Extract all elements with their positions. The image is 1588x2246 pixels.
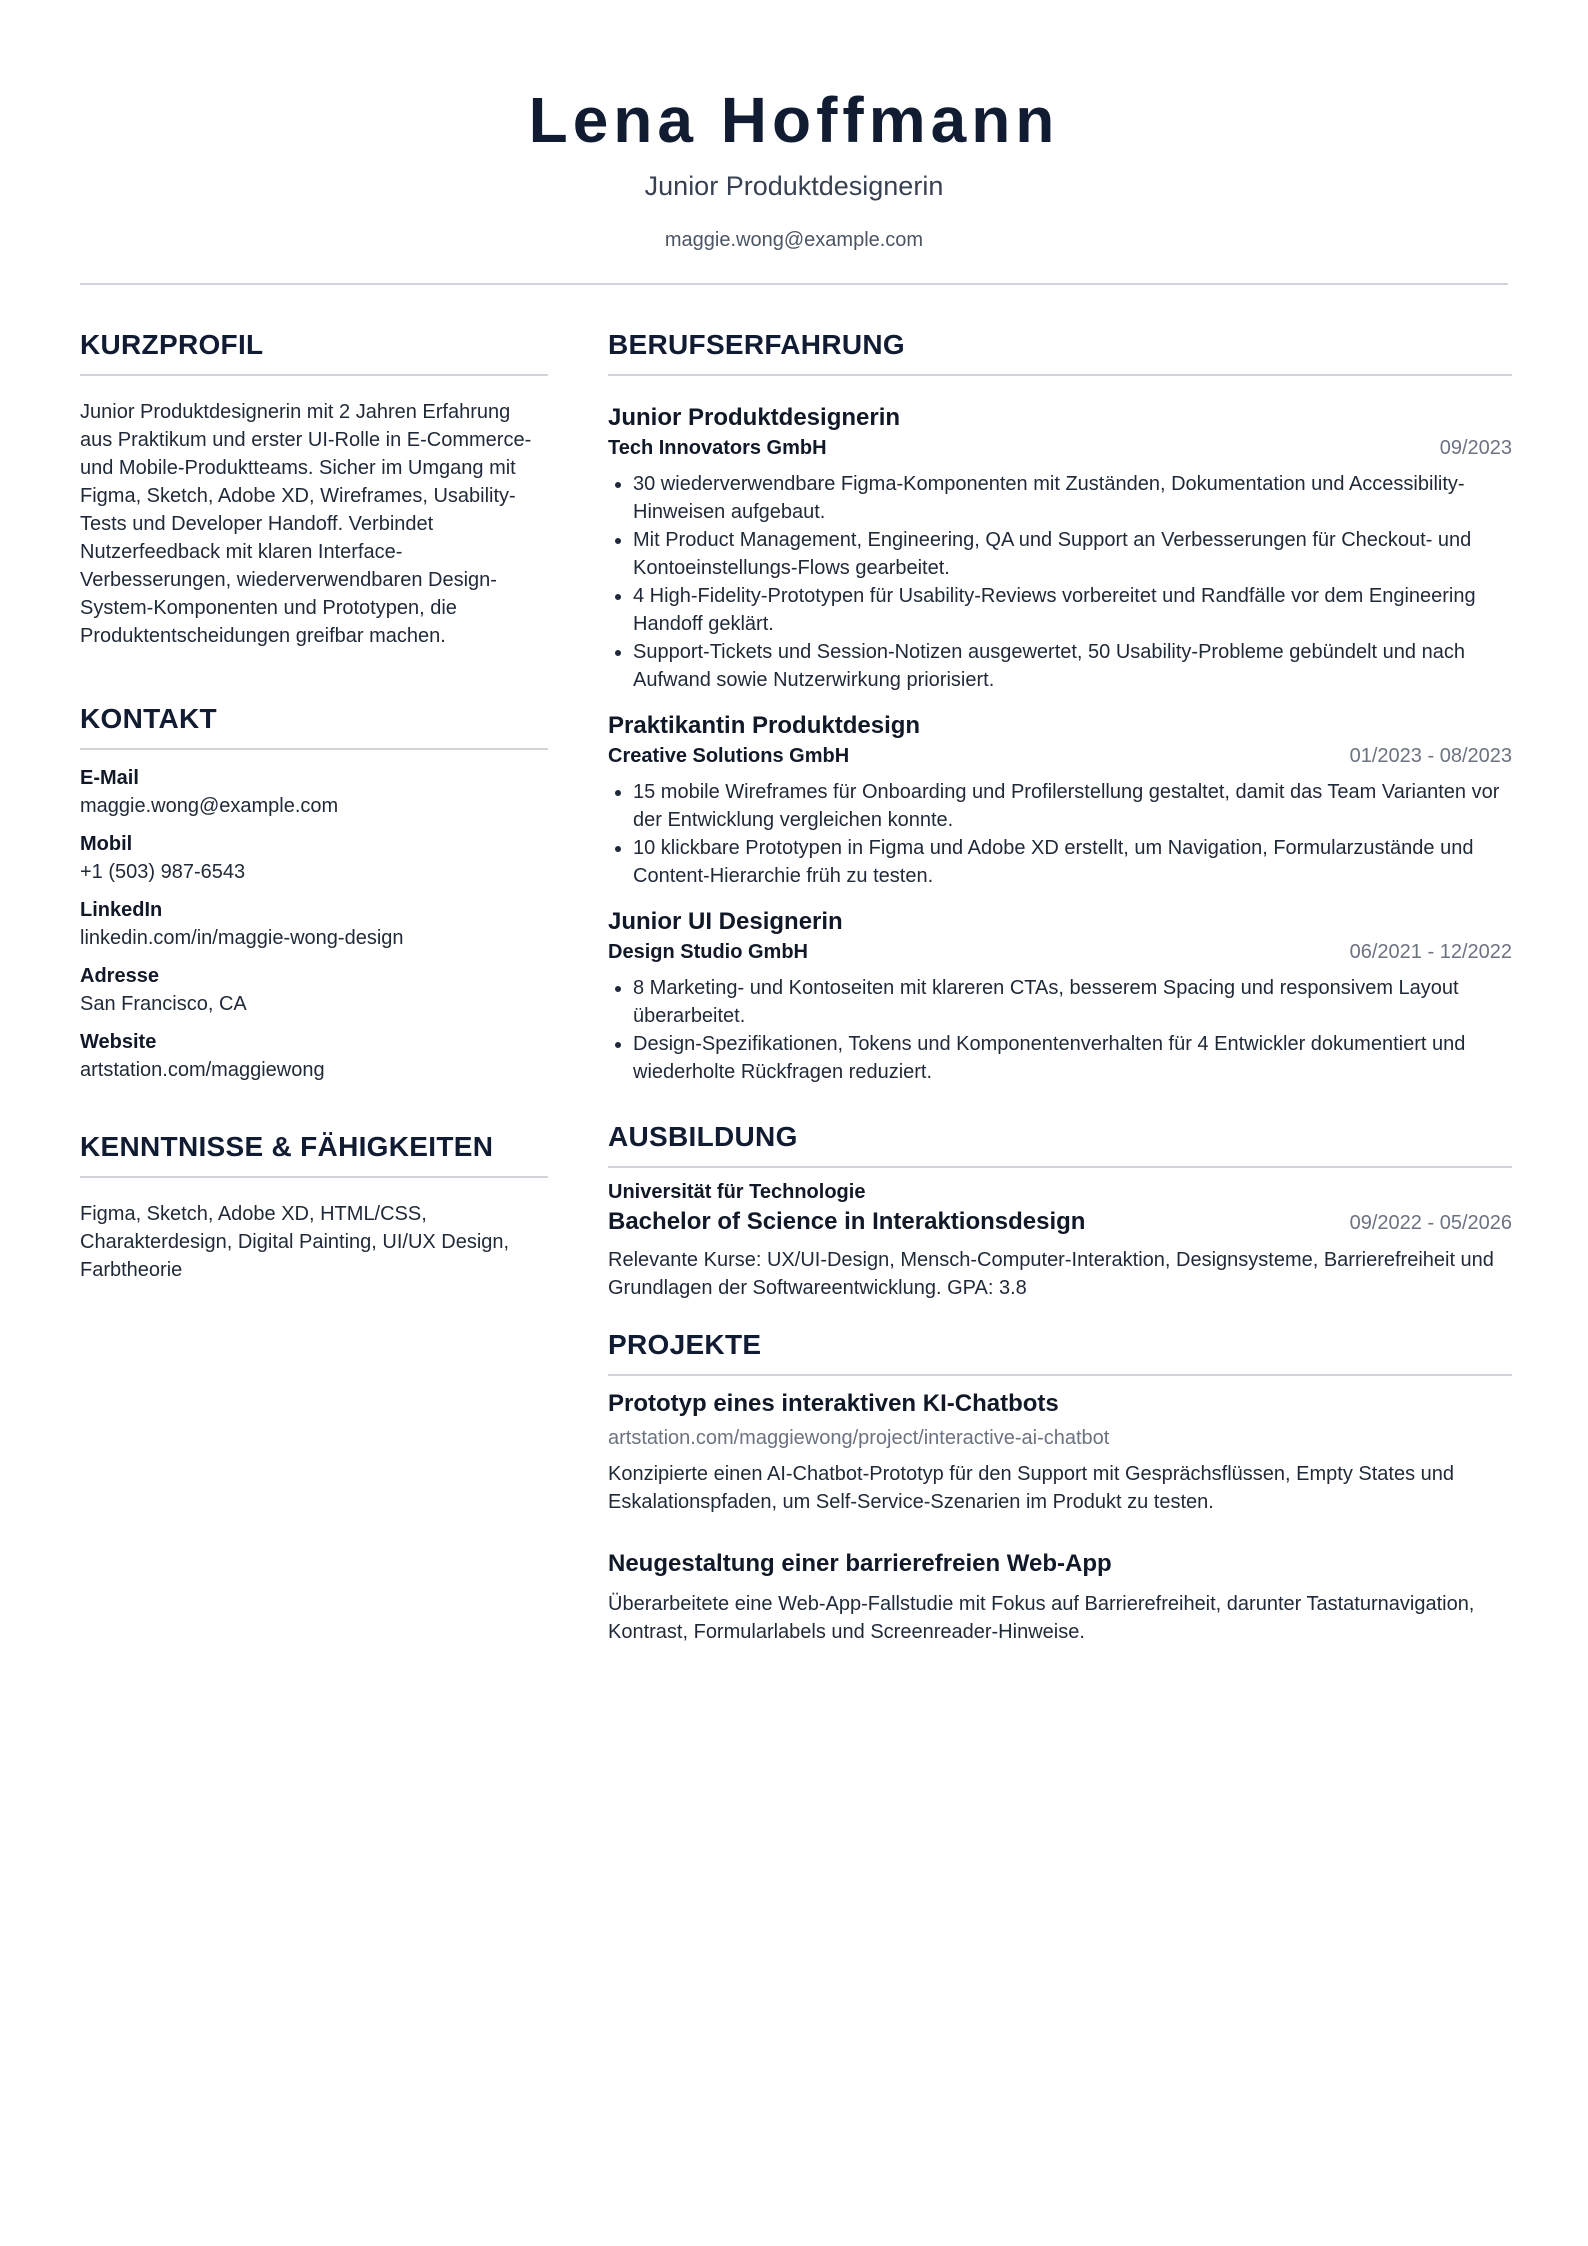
- job-bullet: • Mit Product Management, Engineering, QA und Support an Verbesserungen für Checkout- und Kontoeinstellungs-Flows gearbeitet.: [633, 526, 1512, 582]
- header-email: maggie.wong@example.com: [664, 229, 924, 251]
- contact-linkedin-link[interactable]: linkedin.com/in/maggie-wong-design: [80, 927, 404, 949]
- contact-heading: KONTAKT: [80, 703, 217, 734]
- job-date: 01/2023 - 08/2023: [1349, 745, 1512, 767]
- job-date: 09/2023: [1439, 437, 1512, 459]
- summary-heading: KURZPROFIL: [80, 329, 264, 360]
- contact-website-link[interactable]: artstation.com/maggiewong: [80, 1059, 325, 1081]
- education-meta: [608, 1206, 1512, 1238]
- project-title: Neugestaltung einer barrierefreien Web-App: [608, 1550, 1112, 1577]
- contact-label: Adresse: [80, 965, 159, 987]
- candidate-name: Lena Hoffmann: [528, 84, 1060, 156]
- skills-heading: KENNTNISSE & FÄHIGKEITEN: [80, 1131, 494, 1162]
- job-meta: [608, 434, 1512, 462]
- job-bullet: • Support-Tickets und Session-Notizen ausgewertet, 50 Usability-Probleme gebündelt und nach Aufwand sowie Nutzerwirkung priorisiert.: [633, 638, 1512, 694]
- contact-section: [80, 694, 548, 1084]
- contact-label: Website: [80, 1031, 157, 1053]
- education-heading: AUSBILDUNG: [608, 1121, 798, 1152]
- experience-section: [608, 320, 1512, 1086]
- job-bullet: • 4 High-Fidelity-Prototypen für Usability-Reviews vorbereitet und Randfälle vor dem Engineering Handoff geklärt.: [633, 582, 1512, 638]
- experience-heading: BERUFSERFAHRUNG: [608, 329, 905, 360]
- right-column: [608, 320, 1512, 1646]
- project-entry: [608, 1548, 1512, 1646]
- section-divider: [608, 374, 1512, 376]
- project-entry: [608, 1388, 1512, 1516]
- job-title: Junior Produktdesignerin: [608, 404, 901, 431]
- job-bullet: • 8 Marketing- und Kontoseiten mit klareren CTAs, besserem Spacing und responsivem Layout überarbeitet.: [633, 974, 1512, 1030]
- job-entry: [608, 710, 1512, 890]
- job-bullets: [608, 974, 1512, 1086]
- left-column: [80, 320, 548, 1284]
- job-company: Tech Innovators GmbH: [608, 437, 827, 459]
- contact-address: San Francisco, CA: [80, 993, 247, 1015]
- job-company: Design Studio GmbH: [608, 941, 808, 963]
- job-entry: [608, 402, 1512, 694]
- skills-section: [80, 1122, 548, 1284]
- section-divider: [80, 1176, 548, 1178]
- job-title: Junior UI Designerin: [608, 908, 843, 935]
- section-divider: [80, 374, 548, 376]
- contact-item-website: [80, 1028, 548, 1084]
- projects-heading: PROJEKTE: [608, 1329, 762, 1360]
- contact-item-linkedin: [80, 896, 548, 952]
- job-meta: [608, 938, 1512, 966]
- education-section: [608, 1112, 1512, 1302]
- education-degree: Bachelor of Science in Interaktionsdesign: [608, 1208, 1086, 1235]
- job-bullets: [608, 470, 1512, 694]
- contact-item-phone: [80, 830, 548, 886]
- contact-label: LinkedIn: [80, 899, 163, 921]
- job-entry: [608, 906, 1512, 1086]
- education-school: Universität für Technologie: [608, 1181, 866, 1203]
- section-divider: [608, 1374, 1512, 1376]
- education-details: Relevante Kurse: UX/UI-Design, Mensch-Computer-Interaktion, Designsysteme, Barrierefreiheit und Grundlagen der Softwareentwicklung. GPA: 3.8: [608, 1249, 1494, 1299]
- project-description: Konzipierte einen AI-Chatbot-Prototyp für den Support mit Gesprächsflüssen, Empty States und Eskalationspfaden, um Self-Service-Szenarien im Produkt zu testen.: [608, 1463, 1455, 1513]
- education-entry: [608, 1178, 1512, 1302]
- section-divider: [80, 748, 548, 750]
- candidate-role: Junior Produktdesignerin: [644, 171, 944, 201]
- contact-label: E-Mail: [80, 767, 139, 789]
- contact-item-address: [80, 962, 548, 1018]
- projects-section: [608, 1320, 1512, 1646]
- section-divider: [608, 1166, 1512, 1168]
- summary-section: [80, 320, 548, 650]
- contact-email-link[interactable]: maggie.wong@example.com: [80, 795, 339, 817]
- project-description: Überarbeitete eine Web-App-Fallstudie mit Fokus auf Barrierefreiheit, darunter Tastaturnavigation, Kontrast, Formularlabels und Screenreader-Hinweise.: [608, 1593, 1475, 1643]
- job-title: Praktikantin Produktdesign: [608, 712, 921, 739]
- header-divider: [80, 283, 1508, 285]
- summary-text: Junior Produktdesignerin mit 2 Jahren Erfahrung aus Praktikum und erster UI-Rolle in E-Commerce- und Mobile-Produktteams. Sicher im Umgang mit Figma, Sketch, Adobe XD, Wireframes, Usability-Tests und Developer Handoff. Verbindet Nutzerfeedback mit klaren Interface-Verbesserungen, wiederverwendbaren Design-System-Komponenten und Prototypen, die Produktentscheidungen greifbar machen.: [80, 401, 532, 647]
- contact-list: [80, 764, 548, 1084]
- education-date: 09/2022 - 05/2026: [1349, 1212, 1512, 1234]
- job-bullet: • 30 wiederverwendbare Figma-Komponenten mit Zuständen, Dokumentation und Accessibility-Hinweisen aufgebaut.: [633, 470, 1512, 526]
- contact-item-email: [80, 764, 548, 820]
- job-bullet: • Design-Spezifikationen, Tokens und Komponentenverhalten für 4 Entwickler dokumentiert und wiederholte Rückfragen reduziert.: [633, 1030, 1512, 1086]
- job-company: Creative Solutions GmbH: [608, 745, 850, 767]
- job-bullet: • 15 mobile Wireframes für Onboarding und Profilerstellung gestaltet, damit das Team Varianten vor der Entwicklung vergleichen konnte.: [633, 778, 1512, 834]
- job-bullet: • 10 klickbare Prototypen in Figma und Adobe XD erstellt, um Navigation, Formularzustände und Content-Hierarchie früh zu testen.: [633, 834, 1512, 890]
- job-bullets: [608, 778, 1512, 890]
- project-link[interactable]: artstation.com/maggiewong/project/interactive-ai-chatbot: [608, 1427, 1110, 1449]
- contact-label: Mobil: [80, 833, 133, 855]
- contact-phone: +1 (503) 987-6543: [80, 861, 246, 883]
- job-meta: [608, 742, 1512, 770]
- skills-text: Figma, Sketch, Adobe XD, HTML/CSS, Charakterdesign, Digital Painting, UI/UX Design, Farbtheorie: [80, 1203, 510, 1281]
- job-date: 06/2021 - 12/2022: [1349, 941, 1512, 963]
- project-title: Prototyp eines interaktiven KI-Chatbots: [608, 1390, 1059, 1417]
